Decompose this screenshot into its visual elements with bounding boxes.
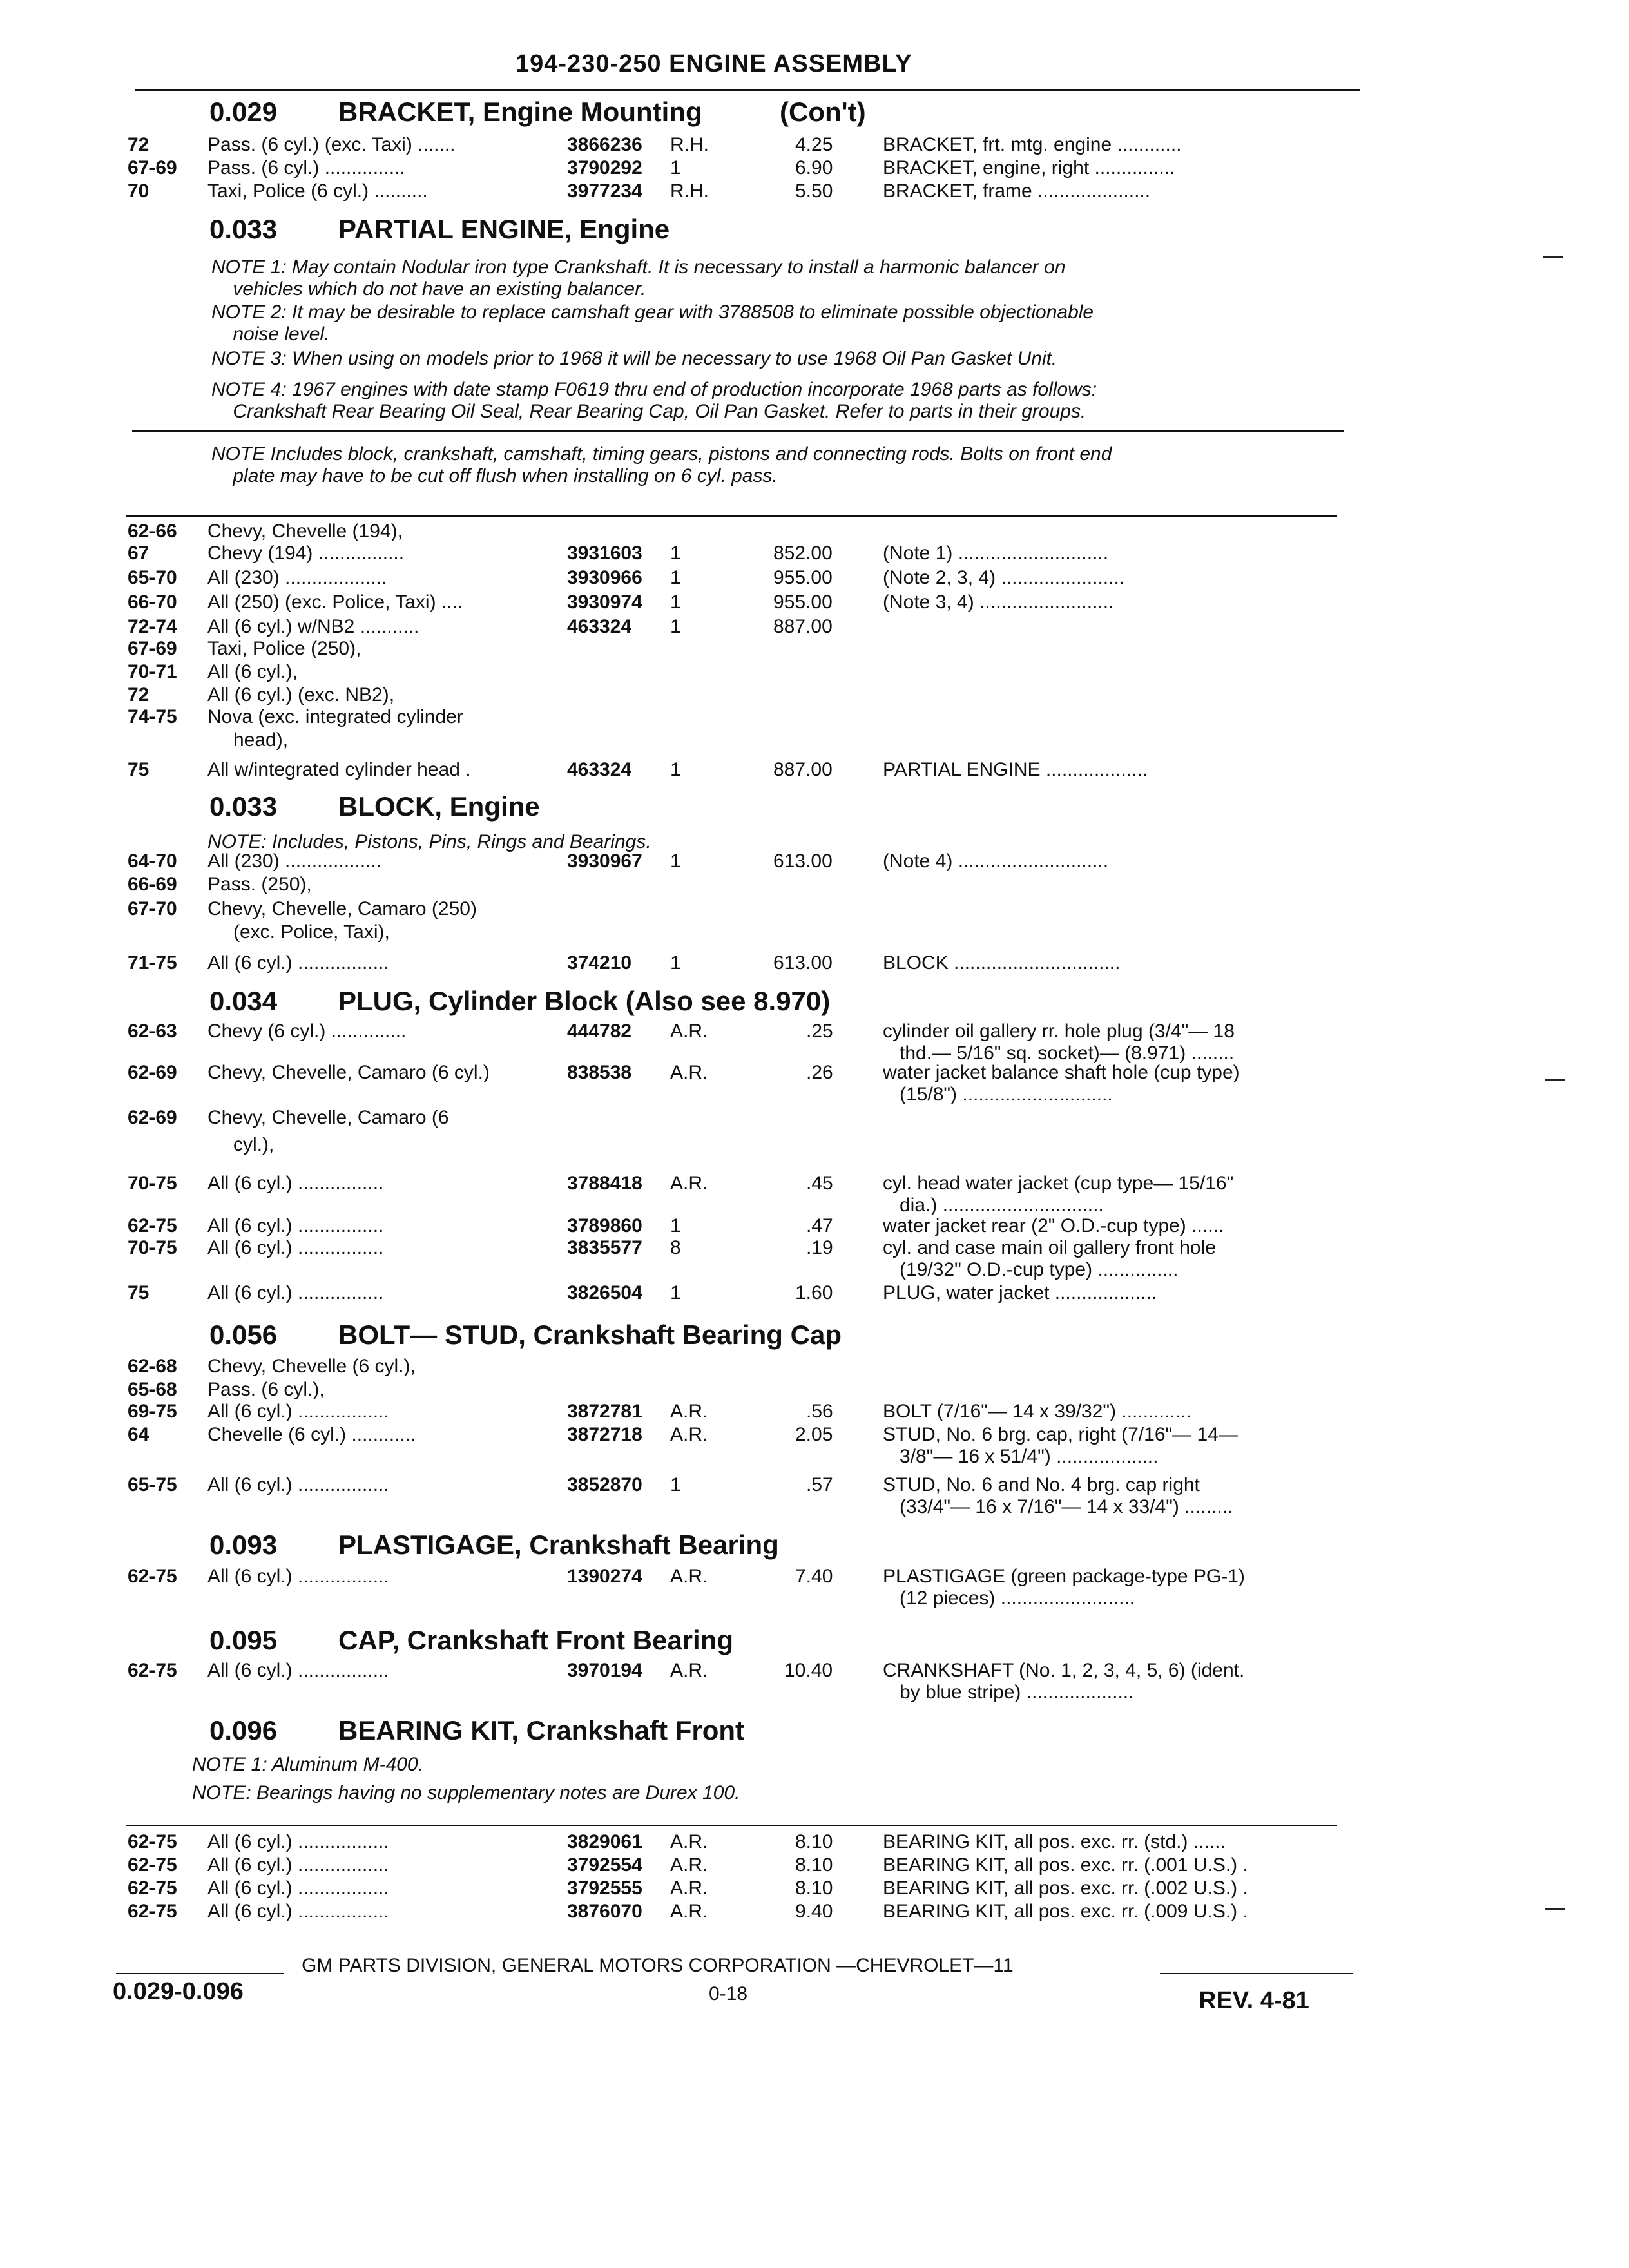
section-heading [209,97,702,128]
list-item [0,850,1629,874]
price: 4.25 [795,134,833,155]
price: 8.10 [795,1831,833,1852]
part-description: CRANKSHAFT (No. 1, 2, 3, 4, 5, 6) (ident. [883,1660,1245,1681]
price: .25 [806,1021,833,1042]
application: All (6 cyl.) ................ [207,1237,384,1258]
model-years: 62-63 [128,1021,177,1042]
application: All (6 cyl.) ................. [207,1901,389,1922]
model-years: 66-69 [128,874,177,895]
part-number: 3872718 [567,1424,642,1445]
price: 10.40 [784,1660,833,1681]
part-description: BRACKET, frt. mtg. engine ............ [883,134,1182,155]
price: 2.05 [795,1424,833,1445]
price: 6.90 [795,157,833,178]
application: All (6 cyl.) ................. [207,1660,389,1681]
list-item [0,1424,1629,1467]
application: cyl.), [233,1134,275,1155]
price: 887.00 [773,616,833,637]
application: (exc. Police, Taxi), [233,921,390,943]
application: Pass. (6 cyl.) (exc. Taxi) ....... [207,134,456,155]
quantity: 1 [670,543,681,564]
list-item [0,1474,1629,1517]
list-item [0,1134,1629,1157]
model-years: 65-70 [128,567,177,588]
model-years: 72 [128,134,149,155]
application: Chevy, Chevelle (194), [207,521,403,542]
part-description: (Note 3, 4) ......................... [883,591,1114,613]
price: .57 [806,1474,833,1495]
model-years: 70 [128,180,149,202]
list-item [0,952,1629,975]
price: 8.10 [795,1878,833,1899]
application: All (6 cyl.) ................ [207,1215,384,1236]
part-description-continued: dia.) .............................. [900,1195,1104,1216]
application: Taxi, Police (250), [207,638,361,659]
price: 955.00 [773,567,833,588]
part-number: 3977234 [567,180,642,202]
section-title: PLASTIGAGE, Crankshaft Bearing [338,1530,779,1560]
list-item [0,706,1629,729]
application: All (230) ................... [207,567,387,588]
model-years: 67-69 [128,638,177,659]
price: 613.00 [773,952,833,974]
application: All (6 cyl.) ................. [207,1474,389,1495]
part-description-continued: (33/4"— 16 x 7/16"— 14 x 33/4") ......... [900,1496,1233,1517]
row-divider [126,1825,1337,1826]
section-heading [209,986,830,1017]
quantity: R.H. [670,134,709,155]
section-note: NOTE: Bearings having no supplementary notes are Durex 100. [192,1782,740,1803]
application: All (230) .................. [207,850,382,872]
list-item [0,638,1629,661]
part-description: STUD, No. 6 and No. 4 brg. cap right [883,1474,1200,1495]
margin-mark [1543,256,1563,258]
section-number: 0.056 [209,1320,278,1350]
application: Chevy, Chevelle, Camaro (250) [207,898,477,919]
footer-rule-right [1160,1973,1353,1974]
quantity: A.R. [670,1062,708,1083]
section-title: BLOCK, Engine [338,791,540,822]
section-note: NOTE: Includes, Pistons, Pins, Rings and Bearings. [207,831,651,852]
part-description-continued: thd.— 5/16" sq. socket)— (8.971) ........ [900,1043,1235,1064]
list-item [0,661,1629,684]
footer-revision: REV. 4-81 [1199,1987,1309,2014]
model-years: 74-75 [128,706,177,727]
row-divider [126,515,1337,517]
section-heading [209,1320,842,1350]
part-description: BOLT (7/16"— 14 x 39/32") ............. [883,1401,1191,1422]
part-number: 3970194 [567,1660,642,1681]
margin-mark [1545,1079,1565,1081]
part-number: 3826504 [567,1282,642,1303]
application: All (6 cyl.) ................. [207,952,389,974]
application: Taxi, Police (6 cyl.) .......... [207,180,428,202]
part-number: 3792555 [567,1878,642,1899]
quantity: A.R. [670,1173,708,1194]
price: .47 [806,1215,833,1236]
price: .19 [806,1237,833,1258]
list-item [0,1660,1629,1703]
part-description: cyl. and case main oil gallery front hole [883,1237,1216,1258]
part-description: water jacket balance shaft hole (cup type) [883,1062,1240,1083]
application: All (6 cyl.), [207,661,298,682]
section-title: BRACKET, Engine Mounting [338,97,702,127]
section-heading [209,1625,733,1656]
list-item [0,1107,1629,1130]
section-number: 0.095 [209,1625,278,1655]
part-number: 3835577 [567,1237,642,1258]
list-item [0,1062,1629,1105]
model-years: 72-74 [128,616,177,637]
section-title: PARTIAL ENGINE, Engine [338,214,670,244]
application: Pass. (6 cyl.), [207,1379,325,1400]
header-rule [135,89,1360,91]
price: 7.40 [795,1566,833,1587]
part-number: 3931603 [567,543,642,564]
section-note: NOTE Includes block, crankshaft, camshaft, timing gears, pistons and connecting rods. Bolts on front end plate may have to be cut off flush when installing on 6 cyl. pass. [211,443,1112,486]
price: 955.00 [773,591,833,613]
section-title: PLUG, Cylinder Block (Also see 8.970) [338,986,831,1016]
model-years: 67-69 [128,157,177,178]
section-heading [209,1530,779,1561]
quantity: 1 [670,1474,681,1495]
part-description: cyl. head water jacket (cup type— 15/16" [883,1173,1234,1194]
part-description: water jacket rear (2" O.D.-cup type) ...... [883,1215,1224,1236]
list-item [0,921,1629,945]
price: 9.40 [795,1901,833,1922]
application: All (6 cyl.) ................. [207,1401,389,1422]
section-heading [209,1715,744,1746]
application: All (6 cyl.) ................ [207,1282,384,1303]
quantity: A.R. [670,1831,708,1852]
part-description: PLASTIGAGE (green package-type PG-1) [883,1566,1245,1587]
model-years: 70-75 [128,1237,177,1258]
application: Chevy, Chevelle, Camaro (6 [207,1107,449,1128]
list-item [0,134,1629,157]
part-number: 3852870 [567,1474,642,1495]
part-description: BEARING KIT, all pos. exc. rr. (.009 U.S.) . [883,1901,1248,1922]
section-title: BOLT— STUD, Crankshaft Bearing Cap [338,1320,842,1350]
application: Pass. (250), [207,874,312,895]
list-item [0,1173,1629,1216]
application: All (6 cyl.) ................. [207,1878,389,1899]
list-item [0,874,1629,897]
model-years: 67-70 [128,898,177,919]
list-item [0,1401,1629,1424]
section-number: 0.093 [209,1530,278,1560]
model-years: 62-66 [128,521,177,542]
price: 613.00 [773,850,833,872]
model-years: 62-75 [128,1831,177,1852]
quantity: A.R. [670,1660,708,1681]
application: All (6 cyl.) (exc. NB2), [207,684,395,706]
section-continued: (Con't) [780,97,866,127]
model-years: 65-68 [128,1379,177,1400]
list-item [0,521,1629,544]
application: All (6 cyl.) ................ [207,1173,384,1194]
quantity: 1 [670,952,681,974]
section-number: 0.033 [209,791,278,822]
quantity: 1 [670,591,681,613]
list-item [0,1237,1629,1280]
list-item [0,1878,1629,1901]
quantity: A.R. [670,1021,708,1042]
part-description-continued: (19/32" O.D.-cup type) ............... [900,1259,1179,1280]
part-number: 3866236 [567,134,642,155]
application: All (6 cyl.) ................. [207,1831,389,1852]
quantity: 8 [670,1237,681,1258]
quantity: 1 [670,1282,681,1303]
quantity: 1 [670,1215,681,1236]
part-description: BEARING KIT, all pos. exc. rr. (std.) ...... [883,1831,1226,1852]
footer-range: 0.029-0.096 [113,1978,244,2005]
list-item [0,567,1629,590]
part-description: (Note 1) ............................ [883,543,1109,564]
list-item [0,684,1629,707]
price: .45 [806,1173,833,1194]
part-description-continued: 3/8"— 16 x 51/4") ................... [900,1446,1159,1467]
application: Chevelle (6 cyl.) ............ [207,1424,416,1445]
price: .26 [806,1062,833,1083]
section-note: NOTE 2: It may be desirable to replace camshaft gear with 3788508 to eliminate possible objectionable noise level. [211,302,1094,345]
model-years: 62-75 [128,1854,177,1876]
section-note: NOTE 3: When using on models prior to 1968 it will be necessary to use 1968 Oil Pan Gasket Unit. [211,348,1057,369]
model-years: 75 [128,759,149,780]
part-number: 3790292 [567,157,642,178]
list-item [0,1566,1629,1609]
part-description: BLOCK ............................... [883,952,1121,974]
part-number: 3788418 [567,1173,642,1194]
application: All (6 cyl.) ................. [207,1854,389,1876]
quantity: 1 [670,616,681,637]
application: Pass. (6 cyl.) ............... [207,157,405,178]
section-number: 0.033 [209,214,278,244]
model-years: 62-75 [128,1878,177,1899]
section-note: NOTE 1: Aluminum M-400. [192,1754,423,1775]
application: All (250) (exc. Police, Taxi) .... [207,591,463,613]
list-item [0,1901,1629,1924]
model-years: 71-75 [128,952,177,974]
model-years: 69-75 [128,1401,177,1422]
part-number: 3872781 [567,1401,642,1422]
list-item [0,180,1629,204]
part-number: 374210 [567,952,632,974]
page-title: 194-230-250 ENGINE ASSEMBLY [516,50,912,77]
price: 8.10 [795,1854,833,1876]
part-description: PLUG, water jacket ................... [883,1282,1157,1303]
quantity: A.R. [670,1401,708,1422]
note-divider [132,430,1344,432]
list-item [0,1215,1629,1238]
list-item [0,1831,1629,1854]
model-years: 62-69 [128,1107,177,1128]
price: 887.00 [773,759,833,780]
quantity: A.R. [670,1424,708,1445]
price: 5.50 [795,180,833,202]
model-years: 64-70 [128,850,177,872]
part-number: 463324 [567,616,632,637]
part-number: 3829061 [567,1831,642,1852]
part-description: BEARING KIT, all pos. exc. rr. (.001 U.S.) . [883,1854,1248,1876]
application: Chevy, Chevelle, Camaro (6 cyl.) [207,1062,490,1083]
model-years: 66-70 [128,591,177,613]
list-item [0,1282,1629,1305]
application: Nova (exc. integrated cylinder [207,706,463,727]
model-years: 70-75 [128,1173,177,1194]
application: Chevy (194) ................ [207,543,405,564]
part-description: PARTIAL ENGINE ................... [883,759,1148,780]
model-years: 75 [128,1282,149,1303]
quantity: R.H. [670,180,709,202]
part-description-continued: by blue stripe) .................... [900,1682,1134,1703]
section-number: 0.096 [209,1715,278,1745]
part-description: STUD, No. 6 brg. cap, right (7/16"— 14— [883,1424,1238,1445]
part-number: 3792554 [567,1854,642,1876]
application: Chevy, Chevelle (6 cyl.), [207,1356,416,1377]
part-description-continued: (15/8") ............................ [900,1084,1113,1105]
section-heading [209,791,540,822]
quantity: A.R. [670,1566,708,1587]
section-title: CAP, Crankshaft Front Bearing [338,1625,733,1655]
part-description: (Note 2, 3, 4) ....................... [883,567,1125,588]
list-item [0,157,1629,180]
list-item [0,591,1629,615]
section-heading [209,214,670,245]
list-item [0,1854,1629,1878]
part-number: 3930967 [567,850,642,872]
part-number: 3876070 [567,1901,642,1922]
section-title: BEARING KIT, Crankshaft Front [338,1715,745,1745]
model-years: 67 [128,543,149,564]
part-description: cylinder oil gallery rr. hole plug (3/4"— 18 [883,1021,1235,1042]
model-years: 70-71 [128,661,177,682]
model-years: 62-68 [128,1356,177,1377]
part-description-continued: (12 pieces) ......................... [900,1588,1135,1609]
part-number: 3930966 [567,567,642,588]
price: 1.60 [795,1282,833,1303]
section-number: 0.029 [209,97,278,127]
model-years: 64 [128,1424,149,1445]
part-number: 463324 [567,759,632,780]
footer-page-number: 0-18 [709,1983,748,2004]
quantity: 1 [670,759,681,780]
footer-rule-left [116,1973,284,1974]
list-item [0,616,1629,639]
part-description: (Note 4) ............................ [883,850,1109,872]
price: .56 [806,1401,833,1422]
quantity: 1 [670,567,681,588]
price: 852.00 [773,543,833,564]
quantity: A.R. [670,1901,708,1922]
section-note: NOTE 1: May contain Nodular iron type Crankshaft. It is necessary to install a harmonic balancer on vehicles which do not have an existing balancer. [211,256,1066,300]
application: All w/integrated cylinder head . [207,759,471,780]
model-years: 62-75 [128,1660,177,1681]
margin-mark [1545,1908,1565,1910]
quantity: 1 [670,157,681,178]
application: All (6 cyl.) ................. [207,1566,389,1587]
section-number: 0.034 [209,986,278,1016]
model-years: 62-75 [128,1215,177,1236]
part-number: 3789860 [567,1215,642,1236]
part-number: 838538 [567,1062,632,1083]
application: All (6 cyl.) w/NB2 ........... [207,616,419,637]
part-description: BRACKET, engine, right ............... [883,157,1175,178]
model-years: 62-69 [128,1062,177,1083]
list-item [0,898,1629,921]
part-description: BEARING KIT, all pos. exc. rr. (.002 U.S.) . [883,1878,1248,1899]
part-number: 1390274 [567,1566,642,1587]
footer-company: GM PARTS DIVISION, GENERAL MOTORS CORPORATION —CHEVROLET—11 [302,1955,1014,1976]
quantity: A.R. [670,1878,708,1899]
model-years: 72 [128,684,149,706]
quantity: A.R. [670,1854,708,1876]
section-note: NOTE 4: 1967 engines with date stamp F0619 thru end of production incorporate 1968 parts as follows: Crankshaft Rear Bearing Oil Seal, Rear Bearing Cap, Oil Pan Gasket. Refer to parts in their groups. [211,379,1097,422]
model-years: 62-75 [128,1566,177,1587]
model-years: 65-75 [128,1474,177,1495]
application: Chevy (6 cyl.) .............. [207,1021,407,1042]
part-number: 444782 [567,1021,632,1042]
part-description: BRACKET, frame ..................... [883,180,1151,202]
model-years: 62-75 [128,1901,177,1922]
list-item [0,1021,1629,1064]
list-item [0,543,1629,566]
application: head), [233,729,289,751]
list-item [0,759,1629,782]
list-item [0,1379,1629,1402]
part-number: 3930974 [567,591,642,613]
list-item [0,729,1629,753]
quantity: 1 [670,850,681,872]
list-item [0,1356,1629,1379]
